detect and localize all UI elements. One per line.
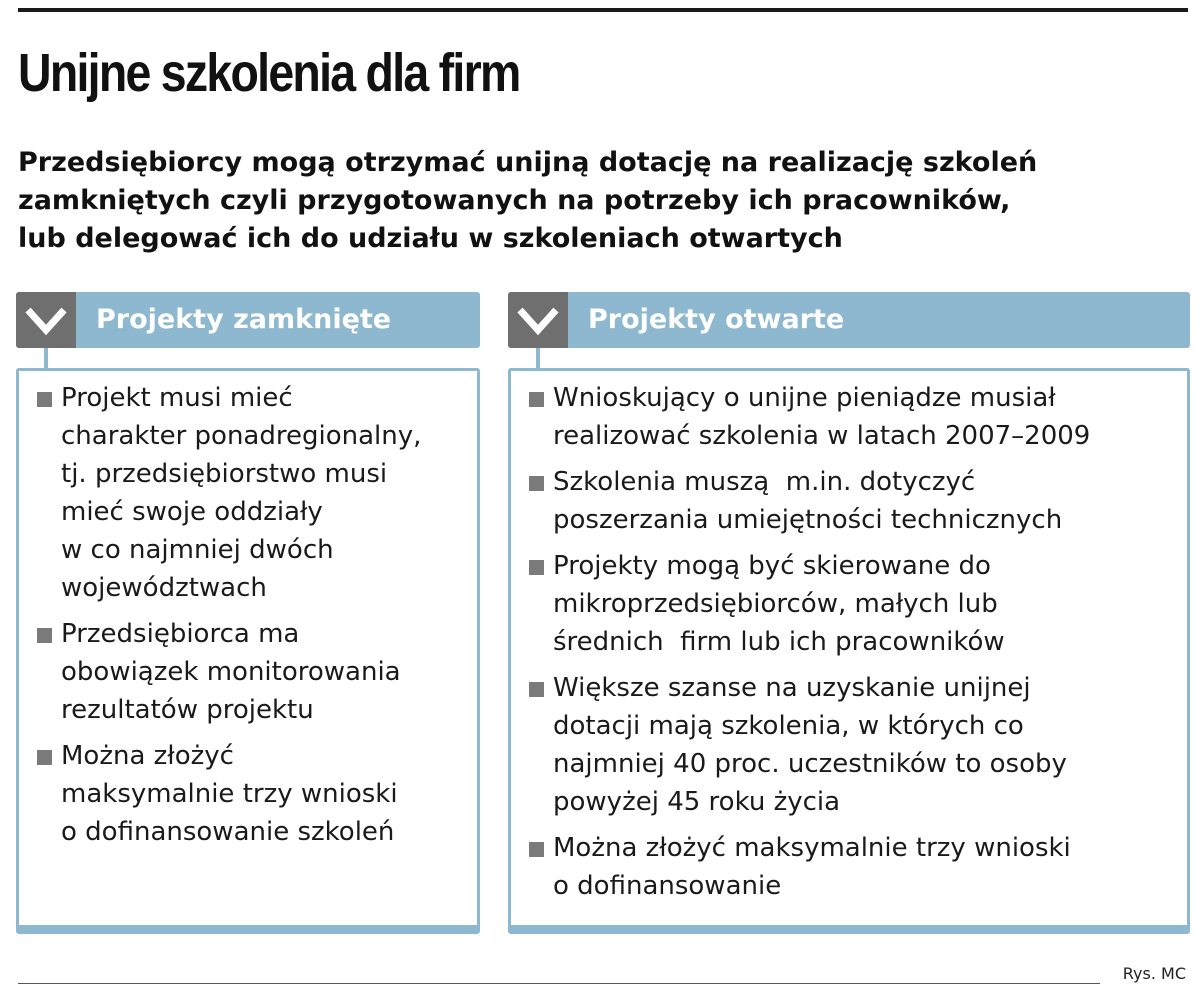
connector-line bbox=[44, 348, 48, 370]
square-bullet-icon bbox=[529, 476, 544, 491]
bottom-rule bbox=[18, 983, 1100, 984]
item-line: o dofinansowanie bbox=[553, 871, 782, 901]
item-line: maksymalnie trzy wnioski bbox=[61, 779, 398, 809]
item-line: realizować szkolenia w latach 2007–2009 bbox=[553, 421, 1091, 451]
square-bullet-icon bbox=[37, 392, 52, 407]
list-item bbox=[37, 737, 471, 851]
connector-line bbox=[536, 348, 540, 370]
column-header bbox=[16, 292, 480, 348]
item-line: Przedsiębiorca ma bbox=[61, 619, 300, 649]
subtitle-line: zamkniętych czyli przygotowanych na potrzeby ich pracowników, bbox=[18, 185, 1011, 216]
item-line: Szkolenia muszą m.in. dotyczyć bbox=[553, 467, 976, 497]
column-body bbox=[16, 368, 480, 934]
item-line: mikroprzedsiębiorców, małych lub bbox=[553, 589, 998, 619]
subtitle bbox=[18, 144, 1037, 258]
list-item bbox=[37, 615, 471, 729]
item-line: najmniej 40 proc. uczestników to osoby bbox=[553, 749, 1067, 779]
item-line: Projekty mogą być skierowane do bbox=[553, 551, 991, 581]
bullet-list bbox=[529, 379, 1181, 913]
column-open-projects bbox=[508, 292, 1190, 934]
square-bullet-icon bbox=[529, 842, 544, 857]
item-line: rezultatów projektu bbox=[61, 695, 314, 725]
square-bullet-icon bbox=[529, 682, 544, 697]
item-line: średnich firm lub ich pracowników bbox=[553, 627, 1005, 657]
column-body bbox=[508, 368, 1190, 934]
item-line: w co najmniej dwóch bbox=[61, 535, 334, 565]
bullet-list bbox=[37, 379, 471, 859]
square-bullet-icon bbox=[37, 628, 52, 643]
list-item bbox=[529, 547, 1181, 661]
item-line: poszerzania umiejętności technicznych bbox=[553, 505, 1063, 535]
item-line: Projekt musi mieć bbox=[61, 383, 293, 413]
item-line: mieć swoje oddziały bbox=[61, 497, 323, 527]
square-bullet-icon bbox=[37, 750, 52, 765]
item-line: Wnioskujący o unijne pieniądze musiał bbox=[553, 383, 1056, 413]
square-bullet-icon bbox=[529, 560, 544, 575]
chevron-down-icon bbox=[16, 292, 76, 348]
item-line: obowiązek monitorowania bbox=[61, 657, 401, 687]
list-item bbox=[529, 669, 1181, 821]
item-line: Większe szanse na uzyskanie unijnej bbox=[553, 673, 1031, 703]
subtitle-line: Przedsiębiorcy mogą otrzymać unijną dotację na realizację szkoleń bbox=[18, 147, 1038, 178]
item-line: tj. przedsiębiorstwo musi bbox=[61, 459, 388, 489]
column-closed-projects bbox=[16, 292, 480, 934]
top-rule bbox=[18, 8, 1188, 12]
column-title: Projekty zamknięte bbox=[96, 304, 392, 335]
item-line: Można złożyć maksymalnie trzy wnioski bbox=[553, 833, 1071, 863]
item-line: Można złożyć bbox=[61, 741, 234, 771]
item-line: powyżej 45 roku życia bbox=[553, 787, 841, 817]
list-item bbox=[529, 829, 1181, 905]
square-bullet-icon bbox=[529, 392, 544, 407]
page-title: Unijne szkolenia dla firm bbox=[18, 43, 520, 103]
item-line: dotacji mają szkolenia, w których co bbox=[553, 711, 1024, 741]
column-title: Projekty otwarte bbox=[588, 304, 845, 335]
item-line: o dofinansowanie szkoleń bbox=[61, 817, 395, 847]
subtitle-line: lub delegować ich do udziału w szkoleniach otwartych bbox=[18, 223, 843, 254]
item-line: województwach bbox=[61, 573, 267, 603]
list-item bbox=[37, 379, 471, 607]
list-item bbox=[529, 463, 1181, 539]
credit: Rys. MC bbox=[1122, 964, 1186, 983]
list-item bbox=[529, 379, 1181, 455]
column-header bbox=[508, 292, 1190, 348]
item-line: charakter ponadregionalny, bbox=[61, 421, 422, 451]
chevron-down-icon bbox=[508, 292, 568, 348]
